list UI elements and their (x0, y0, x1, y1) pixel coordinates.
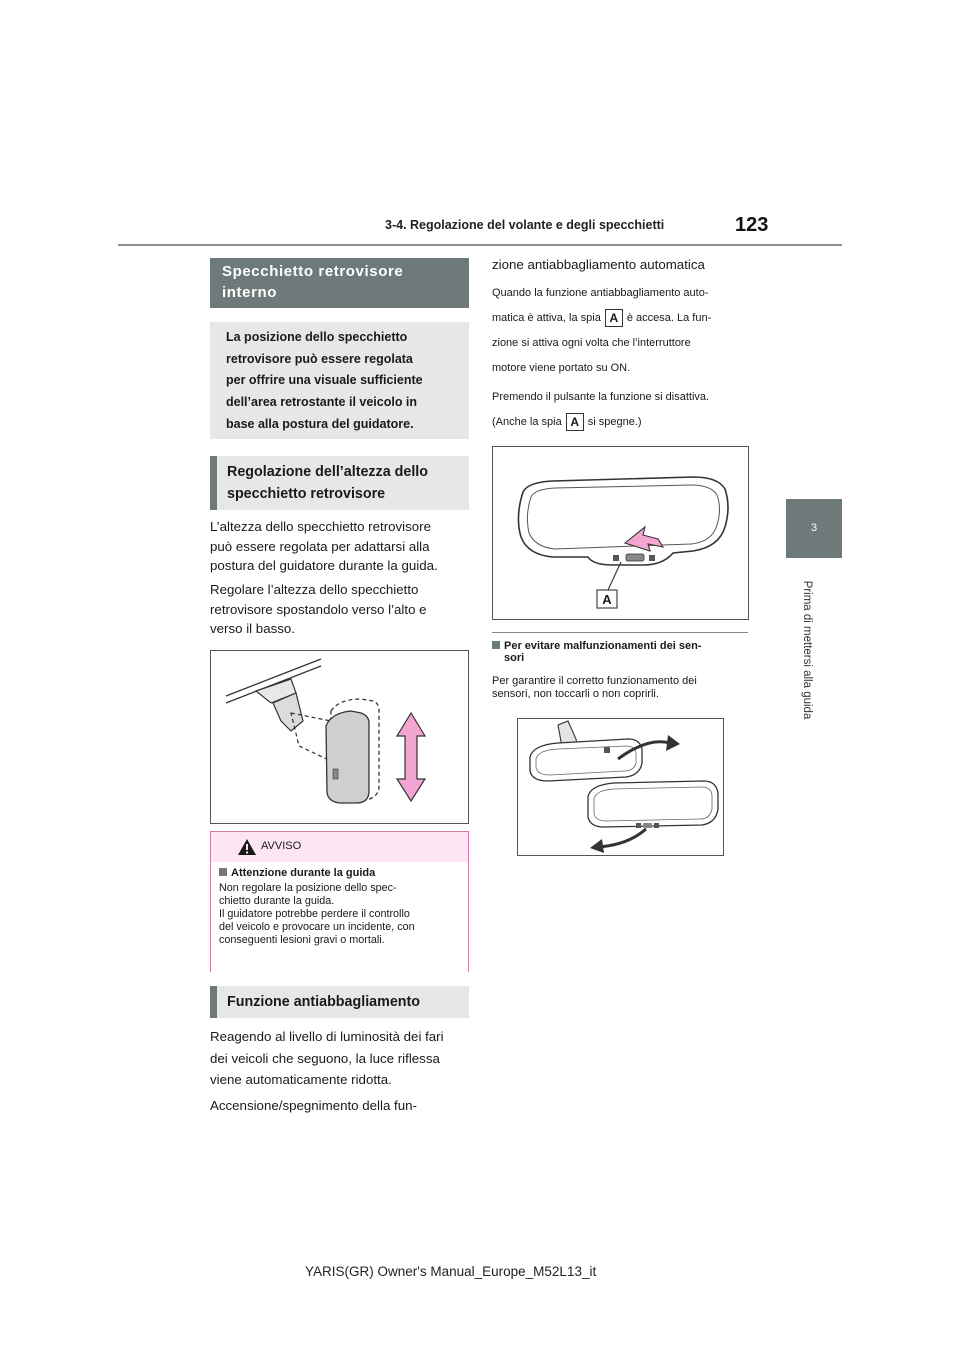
text-fragment: si spegne.) (587, 416, 642, 428)
mirror-height-figure (210, 650, 469, 824)
text-line: postura del guidatore durante la guida. (210, 558, 438, 574)
warning-label: AVVISO (261, 840, 302, 852)
mirror-sensors-illustration (518, 719, 723, 855)
sensor-note-body (492, 675, 748, 700)
text-line: può essere regolata per adattarsi alla (210, 538, 430, 554)
anti-glare-paragraph-2: Accensione/spegnimento della fun- (210, 1098, 417, 1113)
warning-triangle-icon (237, 838, 257, 856)
text-line: retrovisore spostandolo verso l’alto e (210, 601, 427, 617)
main-title (210, 258, 469, 308)
warning-subtitle (219, 867, 460, 879)
intro-line: per offrire una visuale sufficiente (226, 373, 423, 388)
text-line: verso il basso. (210, 621, 295, 637)
text-line: L’altezza dello specchietto retrovisore (210, 519, 431, 534)
page-number: 123 (735, 214, 769, 236)
text-line: zione si attiva ogni volta che l’interruttore (492, 337, 691, 349)
chapter-tab: 3 (786, 499, 842, 558)
text-line: Regolare l’altezza dello specchietto (210, 582, 419, 597)
text-line: Reagendo al livello di luminosità dei fari (210, 1029, 444, 1044)
footer-text: YARIS(GR) Owner's Manual_Europe_M52L13_it (305, 1264, 597, 1279)
main-title-line: Specchietto retrovisore (222, 263, 404, 280)
text-line: sensori, non toccarli o non coprirli. (492, 687, 659, 700)
note-divider (492, 632, 748, 633)
header-rule (118, 244, 842, 246)
main-title-line: interno (222, 284, 278, 301)
height-adjust-title (210, 456, 469, 510)
indicator-a-icon: A (566, 413, 584, 431)
text-line: dei veicoli che seguono, la luce riflessa (210, 1050, 440, 1066)
warning-line: chietto durante la guida. (219, 895, 335, 907)
text-line (492, 640, 748, 652)
section-header: 3-4. Regolazione del volante e degli specchietti (385, 218, 665, 232)
square-bullet-icon (492, 641, 500, 649)
warning-box (210, 831, 469, 972)
intro-line: retrovisore può essere regolata (226, 351, 413, 366)
warning-body (211, 862, 468, 972)
mirror-sensors-figure (517, 718, 724, 856)
height-paragraph-1 (210, 517, 472, 576)
mirror-button-figure (492, 446, 749, 620)
intro-line: La posizione dello specchietto (226, 330, 408, 344)
title-line: Regolazione dell’altezza dello (227, 464, 428, 480)
warning-header (211, 832, 468, 862)
callout-a-label: A (602, 592, 612, 607)
text-fragment: (Anche la spia (492, 416, 562, 428)
square-bullet-icon (219, 868, 227, 876)
warning-line: Non regolare la posizione dello spec- (219, 882, 397, 894)
anti-glare-continuation: zione antiabbagliamento automatica (492, 257, 705, 272)
intro-box (210, 322, 469, 439)
warning-subtitle-text: Attenzione durante la guida (231, 867, 376, 879)
up-down-arrow-icon (397, 713, 425, 801)
intro-line: base alla postura del guidatore. (226, 416, 414, 431)
anti-glare-explanation (492, 281, 752, 435)
warning-line: conseguenti lesioni gravi o mortali. (219, 934, 385, 946)
text-line (492, 306, 752, 331)
text-fragment: Per evitare malfunzionamenti dei sen- (504, 640, 702, 652)
indicator-a-icon: A (605, 309, 623, 327)
text-fragment: è accesa. La fun- (626, 312, 712, 324)
mirror-button-illustration (493, 447, 748, 619)
text-fragment: matica è attiva, la spia (492, 312, 601, 324)
title-line: specchietto retrovisore (227, 486, 386, 502)
text-line: motore viene portato su ON. (492, 362, 631, 374)
warning-line: del veicolo e provocare un incidente, con (219, 921, 415, 933)
text-line: Per garantire il corretto funzionamento dei (492, 675, 697, 687)
chapter-side-label (747, 565, 867, 735)
warning-line: Il guidatore potrebbe perdere il controllo (219, 908, 410, 920)
sensor-note-title (492, 640, 748, 664)
intro-line: dell’area retrostante il veicolo in (226, 395, 418, 410)
text-line: viene automaticamente ridotta. (210, 1072, 392, 1087)
height-paragraph-2 (210, 580, 472, 639)
text-line: Quando la funzione antiabbagliamento auto- (492, 287, 709, 299)
text-line (492, 410, 752, 435)
mirror-height-illustration (211, 651, 468, 823)
text-line: sori (504, 652, 525, 664)
chapter-title: Prima di mettersi alla guida (801, 580, 813, 720)
anti-glare-paragraph-1 (210, 1026, 472, 1091)
anti-glare-title: Funzione antiabbagliamento (210, 986, 469, 1018)
text-line: Premendo il pulsante la funzione si disattiva. (492, 391, 710, 403)
